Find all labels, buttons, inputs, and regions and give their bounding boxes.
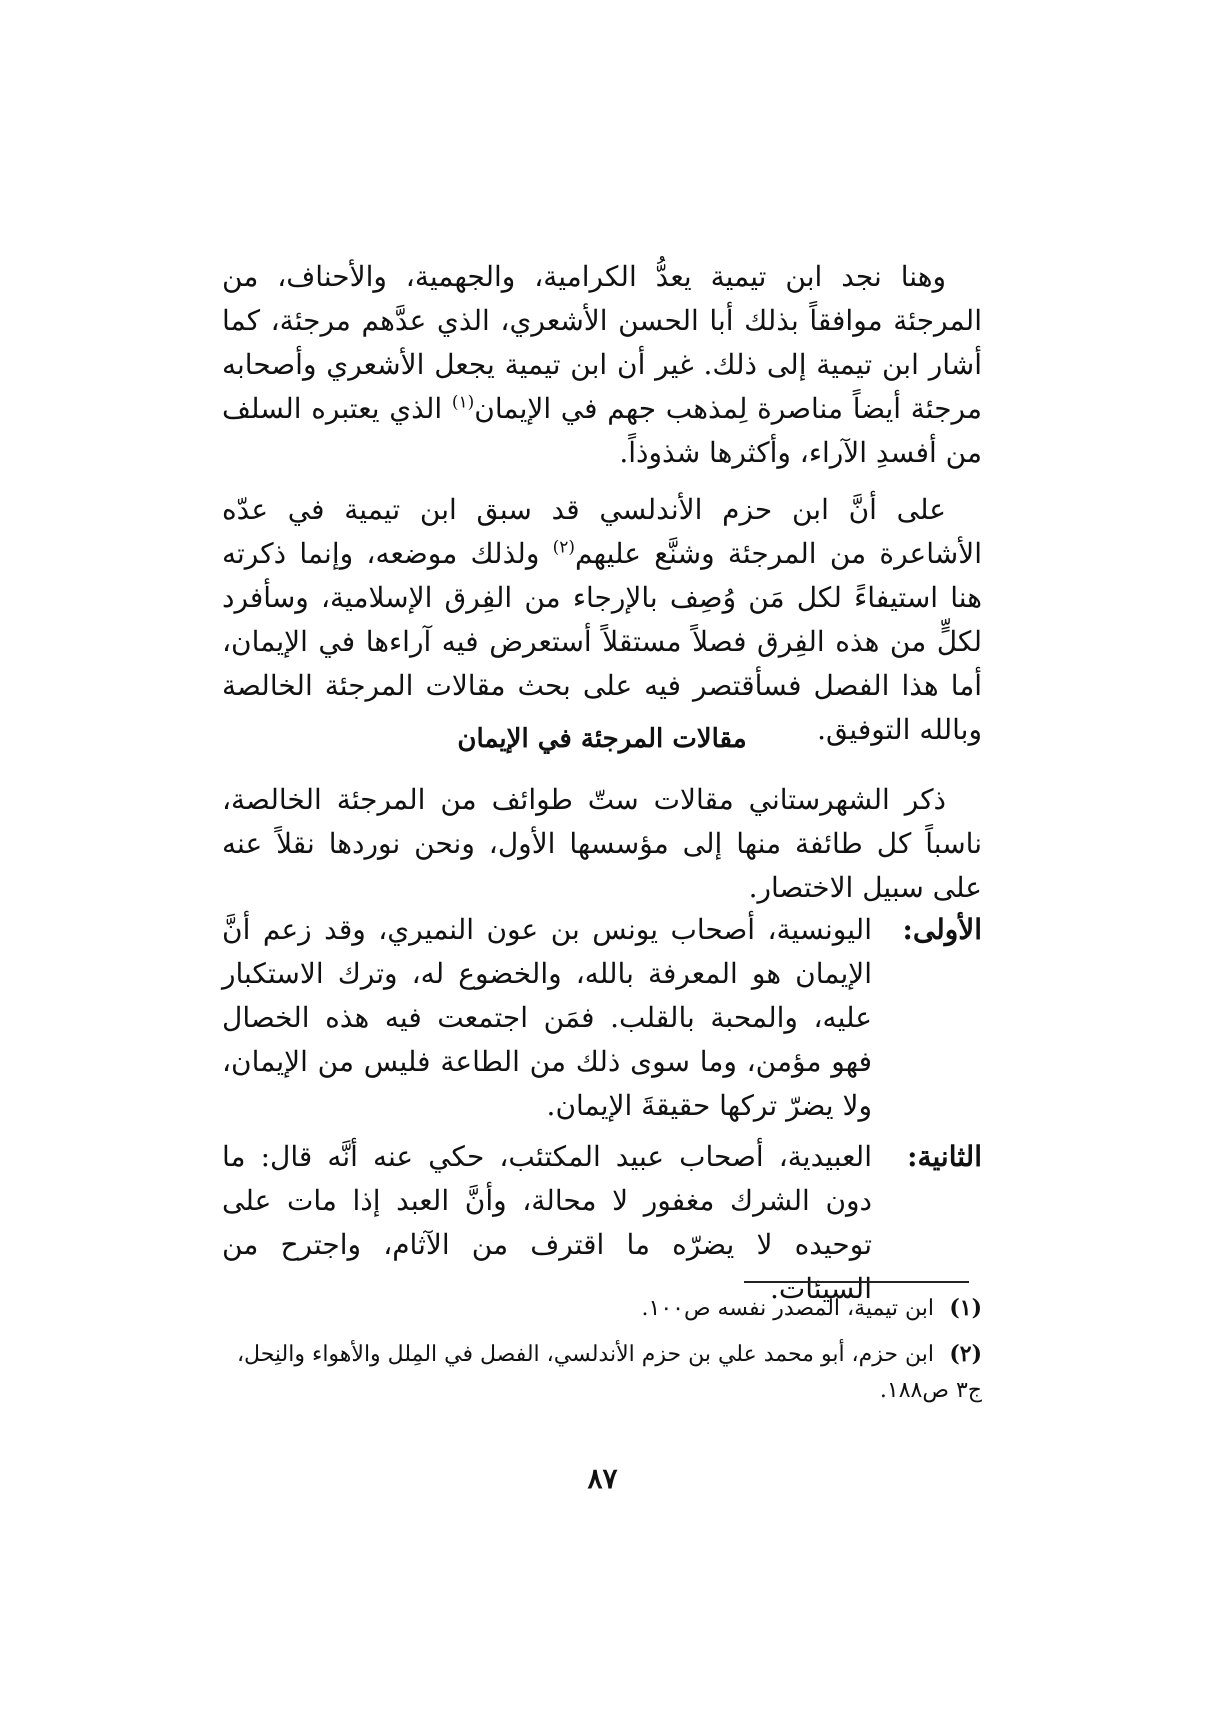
list-item-label: الأولى: xyxy=(902,913,982,946)
list-item-label: الثانية: xyxy=(907,1140,982,1173)
paragraph-1 xyxy=(222,255,982,475)
footnote-number: (١) xyxy=(949,1295,982,1321)
paragraph-2-text-cont: ولذلك موضعه، وإنما ذكرته هنا استيفاءً لكل مَن وُصِف بالإرجاء من الفِرق الإسلامية، وسأفرد لكلٍّ من هذه الفِرق فصلاً مستقلاً أستعرض فيه آراءها في الإيمان، أما هذا الفصل فسأقتصر فيه على بحث مقالات المرجئة الخالصة وبالله التوفيق. xyxy=(222,537,982,746)
footnote-ref-1: (١) xyxy=(451,392,475,413)
footnote-text: ابن تيمية، المصدر نفسه ص١٠٠. xyxy=(641,1296,934,1321)
list-item-text: العبيدية، أصحاب عبيد المكتئب، حكي عنه أنَّه قال: ما دون الشرك مغفور لا محالة، وأنَّ العبد إذا مات على توحيده لا يضرّه ما اقترف من الآثام، واجترح من السيئات. xyxy=(222,1140,872,1305)
paragraph-3-text: ذكر الشهرستاني مقالات ستّ طوائف من المرجئة الخالصة، ناسباً كل طائفة منها إلى مؤسسها الأول، ونحن نوردها نقلاً عنه على سبيل الاختصار. xyxy=(222,783,982,904)
footnote-divider xyxy=(744,1281,969,1283)
list-item-second xyxy=(222,1135,982,1311)
paragraph-1-text-cont: الذي يعتبره السلف من أفسدِ الآراء، وأكثرها شذوذاً. xyxy=(222,392,982,469)
footnote-1 xyxy=(222,1290,982,1327)
list-item-first xyxy=(222,908,982,1128)
paragraph-1-text: وهنا نجد ابن تيمية يعدُّ الكرامية، والجهمية، والأحناف، من المرجئة موافقاً بذلك أبا الحسن الأشعري، الذي عدَّهم مرجئة، كما أشار ابن تيمية إلى ذلك. غير أن ابن تيمية يجعل الأشعري وأصحابه مرجئة أيضاً مناصرة لِمذهب جهم في الإيمان xyxy=(222,260,982,425)
paragraph-2 xyxy=(222,488,982,752)
list-item-text: اليونسية، أصحاب يونس بن عون النميري، وقد زعم أنَّ الإيمان هو المعرفة بالله، والخضوع له، وترك الاستكبار عليه، والمحبة بالقلب. فمَن اجتمعت فيه هذه الخصال فهو مؤمن، وما سوى ذلك من الطاعة فليس من الإيمان، ولا يضرّ تركها حقيقةَ الإيمان. xyxy=(222,913,872,1122)
paragraph-2-text: على أنَّ ابن حزم الأندلسي قد سبق ابن تيمية في عدّه الأشاعرة من المرجئة وشنَّع عليهم xyxy=(222,493,982,570)
section-heading: مقالات المرجئة في الإيمان xyxy=(457,724,747,754)
footnote-2 xyxy=(222,1336,982,1409)
footnote-number: (٢) xyxy=(949,1341,982,1367)
paragraph-3 xyxy=(222,778,982,910)
page-number: ٨٧ xyxy=(587,1462,618,1495)
footnote-text: ابن حزم، أبو محمد علي بن حزم الأندلسي، الفصل في المِلل والأهواء والنِحل، ج٣ ص١٨٨. xyxy=(236,1342,982,1403)
footnote-ref-2: (٢) xyxy=(552,537,576,558)
